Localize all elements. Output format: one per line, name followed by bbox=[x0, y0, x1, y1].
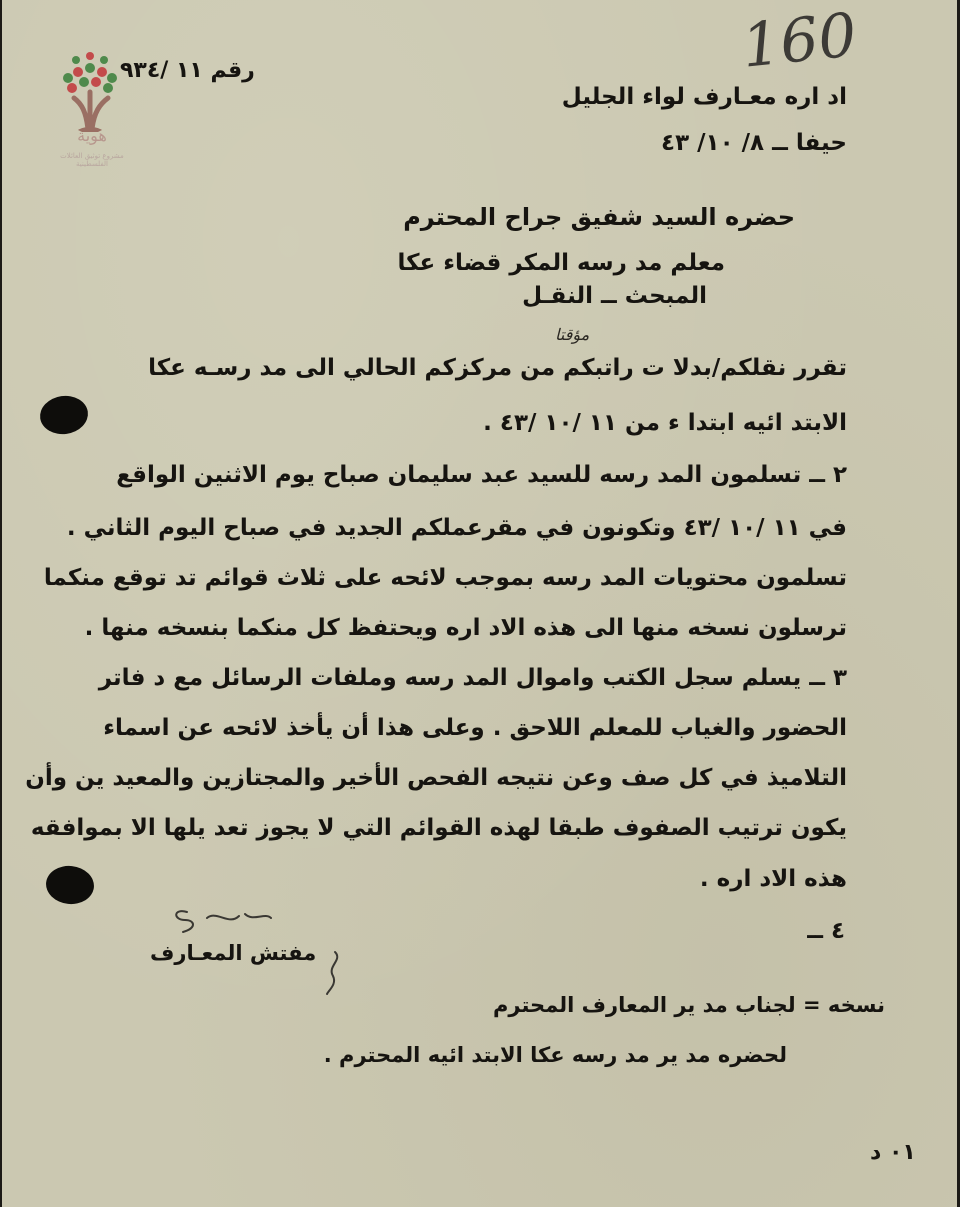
body-line: في ١١ /١٠ /٤٣ وتكونون في مقرعملكم الجديد في صباح اليوم الثاني . bbox=[66, 515, 847, 541]
watermark-subtext: مشروع توثيق العائلات الفلسطينية bbox=[60, 152, 124, 168]
teacher-line: معلم مد رسه المكر قضاء عكا bbox=[397, 250, 725, 276]
body-line: يكون ترتيب الصفوف طبقا لهذه القوائم التي لا يجوز تعد يلها الا بموافقه bbox=[30, 815, 847, 841]
place-date: حيفا ــ ٨/ ١٠/ ٤٣ bbox=[661, 130, 847, 156]
reference-number: رقم ١١ /٩٣٤ bbox=[120, 58, 255, 83]
addressee-line: حضره السيد شفيق جراح المحترم bbox=[403, 203, 795, 231]
folio-number: 160 bbox=[738, 0, 860, 82]
punch-hole bbox=[44, 864, 96, 907]
punch-hole bbox=[38, 393, 91, 437]
body-line: ترسلون نسخه منها الى هذه الاد اره ويحتفظ كل منكما بنسخه منها . bbox=[84, 615, 847, 641]
body-line: تسلمون محتويات المد رسه بموجب لائحه على ثلاث قوائم تد توقع منكما bbox=[43, 565, 847, 591]
body-line: الحضور والغياب للمعلم اللاحق . وعلى هذا أن يأخذ لائحه عن اسماء bbox=[103, 715, 847, 741]
body-line: التلاميذ في كل صف وعن نتيجه الفحص الأخير والمجتازين والمعيد ين وأن bbox=[25, 765, 847, 791]
subject-line: المبحث ــ النقـل bbox=[522, 283, 707, 309]
body-line: ٢ ــ تسلمون المد رسه للسيد عبد سليمان صباح يوم الاثنين الواقع bbox=[116, 462, 847, 488]
signatory-title: مفتش المعـارف bbox=[150, 941, 317, 965]
watermark-text: هوية bbox=[77, 126, 107, 145]
body-line: ٣ ــ يسلم سجل الكتب واموال المد رسه وملفات الرسائل مع د فاتر bbox=[98, 665, 847, 691]
copy-line: لحضره مد ير مد رسه عكا الابتد ائيه المحترم . bbox=[323, 1043, 787, 1067]
body-line: تقرر نقلكم/بدلا ت راتبكم من مركزكم الحالي الى مد رسـه عكا bbox=[148, 355, 847, 381]
footer-code: ٠١ د bbox=[870, 1140, 916, 1165]
body-line: هذه الاد اره . bbox=[699, 866, 847, 892]
department-header: اد اره معـارف لواء الجليل bbox=[561, 84, 847, 110]
copy-line: نسخه = لجناب مد ير المعارف المحترم bbox=[493, 993, 885, 1017]
handwritten-insert: مؤقتا bbox=[555, 325, 590, 344]
body-line: الابتد ائيه ابتدا ء من ١١ /١٠ /٤٣ . bbox=[483, 410, 847, 436]
body-line: ٤ ــ bbox=[807, 918, 845, 944]
